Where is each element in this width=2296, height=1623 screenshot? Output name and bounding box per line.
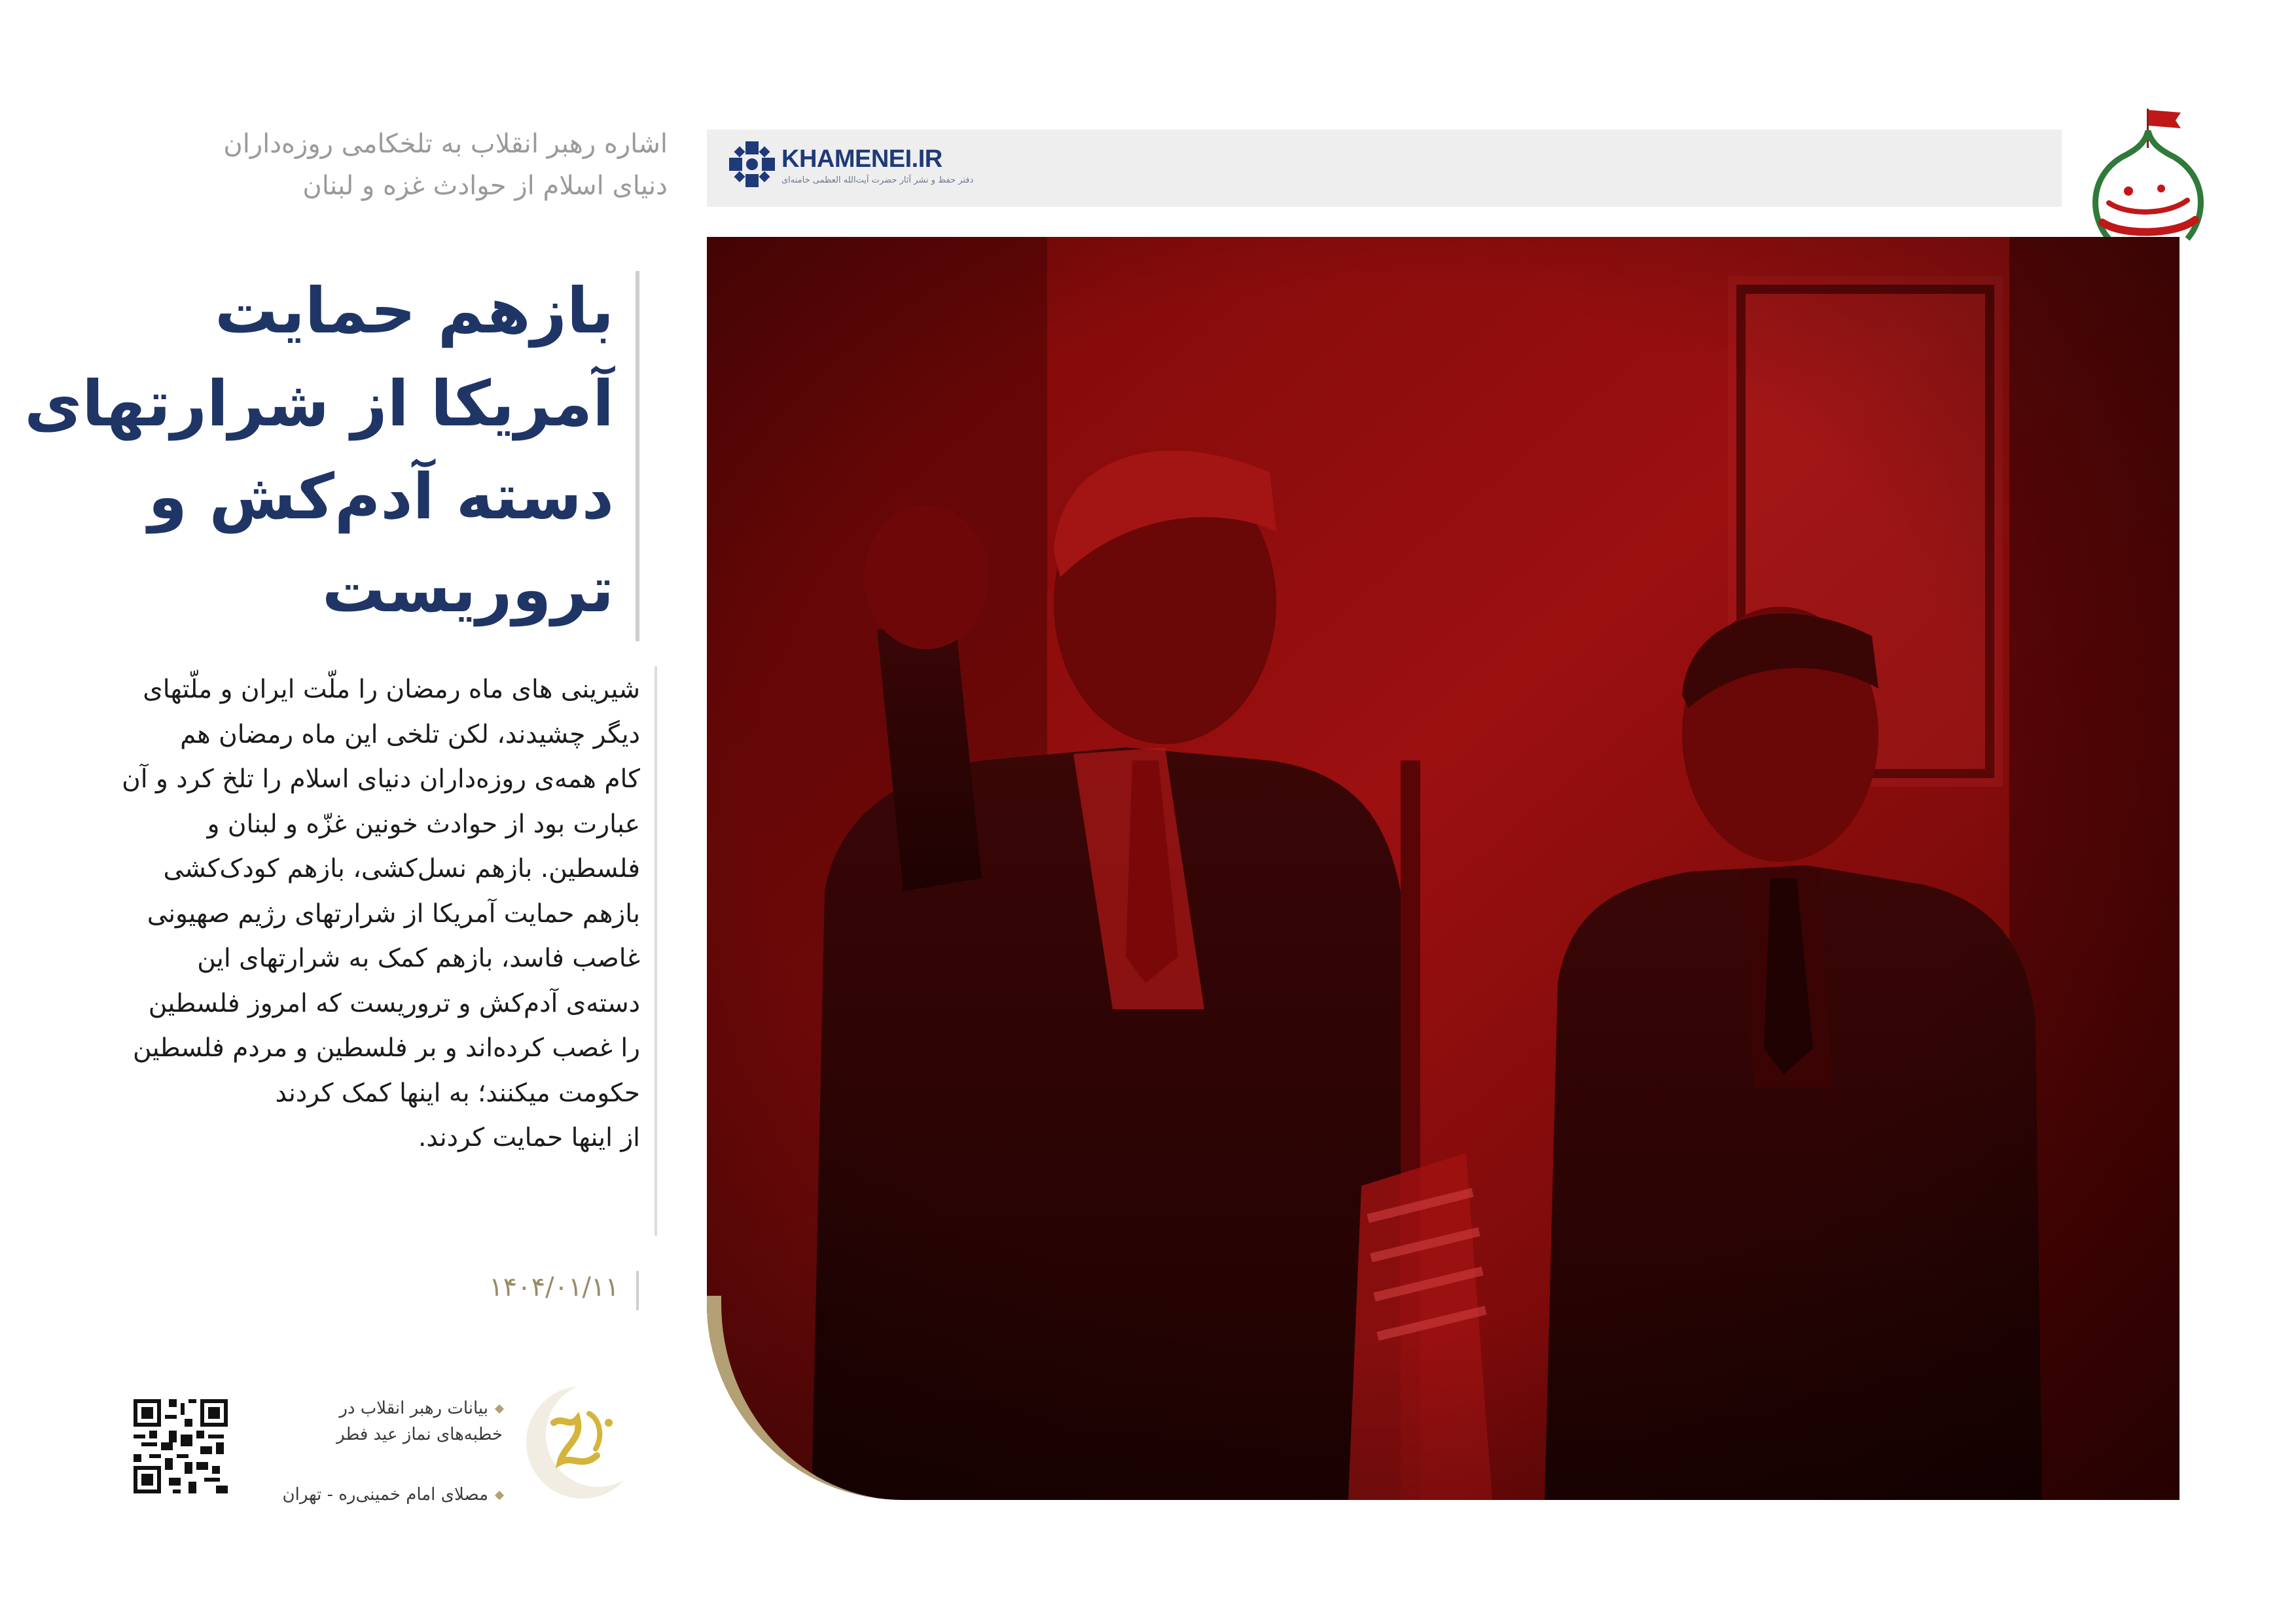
hero-photo	[707, 237, 2179, 1500]
kicker-line: اشاره رهبر انقلاب به تلخکامی روزه‌داران	[223, 129, 668, 159]
eid-fitr-logo	[517, 1377, 648, 1508]
kicker-line: دنیای اسلام از حوادث غزه و لبنان	[302, 171, 668, 201]
source-line: خطبه‌های نماز عید فطر	[336, 1425, 503, 1444]
quote-line: حکومت میکنند؛ به اینها کمک کردند	[275, 1078, 640, 1108]
title-line: بازهم حمایت	[215, 274, 614, 348]
crescent-moon-icon	[517, 1377, 648, 1508]
quote-line: غاصب فاسد، بازهم کمک به شرارتهای این	[197, 944, 640, 973]
publish-date: ۱۴۰۴/۰۱/۱۱	[489, 1272, 619, 1302]
source-item	[267, 1395, 503, 1421]
page-title	[25, 264, 614, 636]
quote-line: شیرینی های ماه رمضان را ملّت ایران و ملّتهای	[143, 675, 640, 704]
quote-line: کام همه‌ی روزه‌داران دنیای اسلام را تلخ کرد و آن	[122, 764, 640, 794]
qr-code-icon	[130, 1395, 232, 1497]
title-line: آمریکا از شرارتهای	[24, 367, 614, 440]
title-line: دسته آدم‌کش و	[148, 460, 614, 533]
brand-name: KHAMENEI.IR	[781, 145, 942, 173]
khamenei-logo-icon	[728, 140, 776, 188]
source-line: بیانات رهبر انقلاب در	[339, 1399, 488, 1418]
bullet-icon	[495, 1490, 504, 1499]
location-label: مصلای امام خمینی‌ره - تهران	[282, 1485, 488, 1505]
brand-subtitle: دفتر حفظ و نشر آثار حضرت آیت‌الله العظمی خامنه‌ای	[781, 175, 974, 185]
photo-corner-accent	[707, 1296, 923, 1500]
quote-line: را غصب کرده‌اند و بر فلسطین و مردم فلسطین	[133, 1033, 640, 1063]
title-line: تروریست	[321, 553, 614, 626]
date-divider	[636, 1271, 639, 1310]
body-divider	[655, 666, 657, 1236]
qr-code[interactable]	[130, 1395, 232, 1497]
photo-illustration	[707, 237, 2179, 1500]
headline-divider	[636, 271, 639, 641]
quote-line: دیگر چشیدند، لکن تلخی این ماه رمضان هم	[180, 719, 640, 749]
location-item	[267, 1482, 503, 1508]
source-item	[267, 1421, 503, 1448]
quote-line: از اینها حمایت کردند.	[418, 1123, 640, 1152]
quote-line: فلسطین. بازهم نسل‌کشی، بازهم کودک‌کشی	[163, 854, 640, 883]
kicker	[157, 123, 668, 207]
speech-source	[267, 1395, 503, 1508]
quote-line: عبارت بود از حوادث خونین غزّه و لبنان و	[207, 809, 640, 839]
quote-line: بازهم حمایت آمریکا از شرارتهای رژیم صهیونی	[147, 899, 640, 929]
quote-line: دسته‌ی آدم‌کش و تروریست که امروز فلسطین	[148, 988, 640, 1018]
quote-body	[77, 668, 640, 1161]
bullet-icon	[495, 1404, 504, 1413]
brand-logo[interactable]	[728, 140, 977, 196]
